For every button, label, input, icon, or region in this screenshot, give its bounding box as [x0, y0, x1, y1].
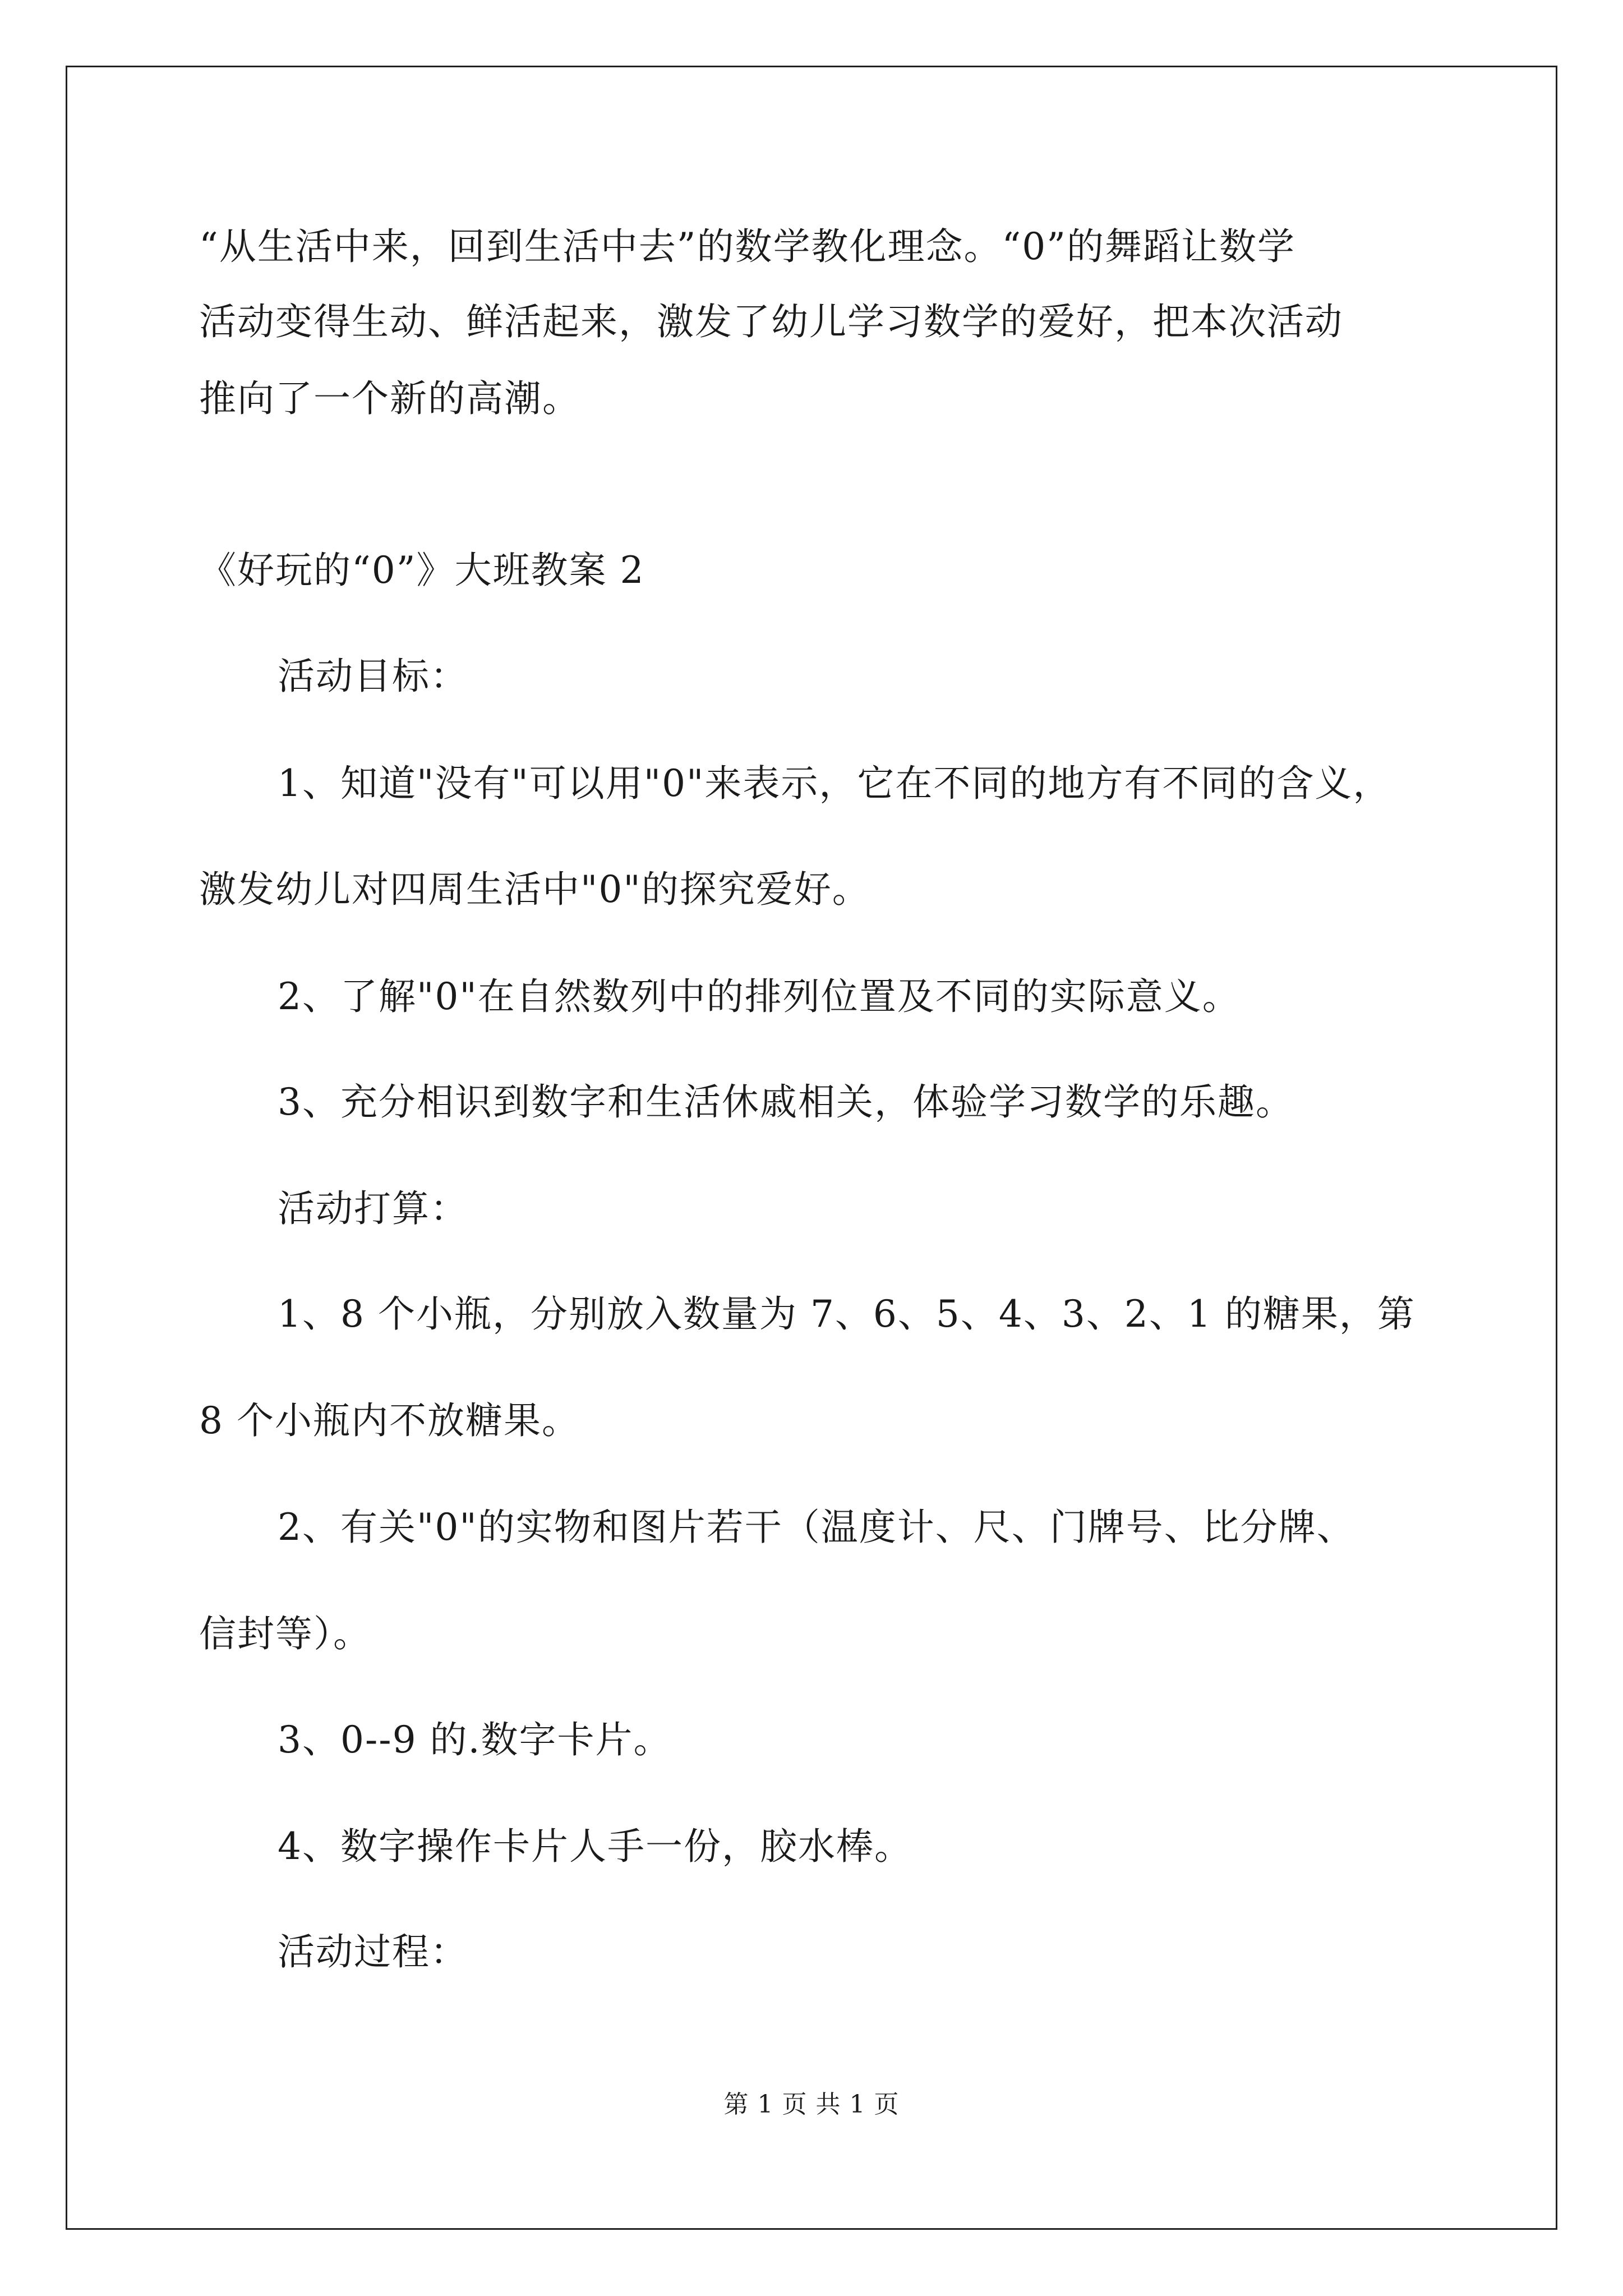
list-item: 2、了解"0"在自然数列中的排列位置及不同的实际意义。 [278, 975, 1241, 1018]
paragraph-line: 推向了一个新的高潮。 [199, 377, 580, 420]
list-item: 3、0--9 的.数字卡片。 [278, 1718, 672, 1761]
list-item: 3、充分相识到数字和生活休戚相关，体验学习数学的乐趣。 [278, 1080, 1294, 1124]
page-number-footer: 第 1 页 共 1 页 [723, 2090, 900, 2119]
subheading-process: 活动过程： [278, 1930, 468, 1973]
list-item: 1、知道"没有"可以用"0"来表示，它在不同的地方有不同的含义， [278, 762, 1391, 805]
list-item: 2、有关"0"的实物和图片若干（温度计、尺、门牌号、比分牌、 [278, 1506, 1355, 1549]
section-heading: 《好玩的“0”》大班教案 2 [199, 549, 645, 592]
paragraph-line: 8 个小瓶内不放糖果。 [199, 1399, 580, 1442]
paragraph-line: 活动变得生动、鲜活起来，激发了幼儿学习数学的爱好，把本次活动 [199, 300, 1343, 343]
subheading-preparation: 活动打算： [278, 1187, 468, 1230]
list-item: 4、数字操作卡片人手一份，胶水棒。 [278, 1825, 912, 1868]
subheading-goals: 活动目标： [278, 655, 468, 698]
paragraph-line: 激发幼儿对四周生活中"0"的探究爱好。 [199, 868, 870, 911]
list-item: 1、8 个小瓶，分别放入数量为 7、6、5、4、3、2、1 的糖果，第 [278, 1292, 1415, 1336]
paragraph-line: “从生活中来，回到生活中去”的数学教化理念。“0”的舞蹈让数学 [199, 225, 1295, 268]
paragraph-line: 信封等）。 [199, 1612, 371, 1655]
